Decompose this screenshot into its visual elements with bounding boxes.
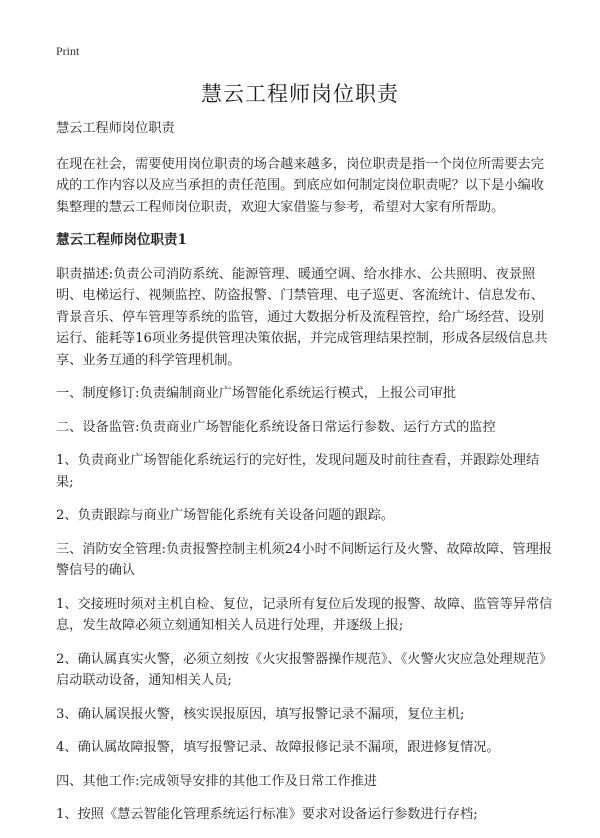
paragraph-item: 1、按照《慧云智能化管理系统运行标准》要求对设备运行参数进行存档; [56,807,478,822]
paragraph-item: 4、确认属故障报警，填写报警记录、故障报修记录不漏项，跟进修复情况。 [56,740,500,755]
paragraph-item: 四、其他工作:完成领导安排的其他工作及日常工作推进 [56,773,377,789]
print-link[interactable]: Print [56,44,80,58]
paragraph-item: 3、确认属误报火警，核实误报原因，填写报警记录不漏项，复位主机; [56,706,465,722]
paragraph-item: 2、确认属真实火警，必须立刻按《火灾报警器操作规范》、《火警火灾应急处理规范》启动联动设备，通知相关人员; [56,651,553,688]
paragraph-item: 1、交接班时须对主机自检、复位，记录所有复位后发现的报警、故障、监管等异常信息，发生故障必须立刻通知相关人员进行处理，并逐级上报; [56,596,553,633]
paragraph-item: 二、设备监管:负责商业广场智能化系统设备日常运行参数、运行方式的监控 [56,419,496,435]
paragraph-item: 1、负责商业广场智能化系统运行的完好性，发现问题及时前往查看，并跟踪处理结果; [56,453,540,490]
paragraph-job-description: 职责描述:负责公司消防系统、能源管理、暖通空调、给水排水、公共照明、夜景照明、电梯运行、视频监控、防盗报警、门禁管理、电子巡更、客流统计、信息发布、背景音乐、停车管理等系统的监管，通过大数据分析及流程管控，给广场经营、设别运行、能耗等16项业务提供管理决策依据，并完成管理结果控制，形成各层级信息共享、业务互通的科学管理机制。 [56,266,548,368]
article-subtitle: 慧云工程师岗位职责 [56,121,175,136]
section-heading: 慧云工程师岗位职责1 [56,232,187,248]
page-title: 慧云工程师岗位职责 [201,82,399,106]
intro-paragraph: 在现在社会，需要使用岗位职责的场合越来越多，岗位职责是指一个岗位所需要去完成的工作内容以及应当承担的责任范围。到底应如何制定岗位职责呢？以下是小编收集整理的慧云工程师岗位职责，欢迎大家借鉴与参考，希望对大家有所帮助。 [56,156,544,215]
paragraph-item: 2、负责跟踪与商业广场智能化系统有关设备问题的跟踪。 [56,508,395,523]
article-body [56,118,556,838]
paragraph-item: 一、制度修订:负责编制商业广场智能化系统运行模式，上报公司审批 [56,386,457,401]
paragraph-item: 三、消防安全管理:负责报警控制主机须24小时不间断运行及火警、故障故障、管理报警信号的确认 [56,541,552,578]
